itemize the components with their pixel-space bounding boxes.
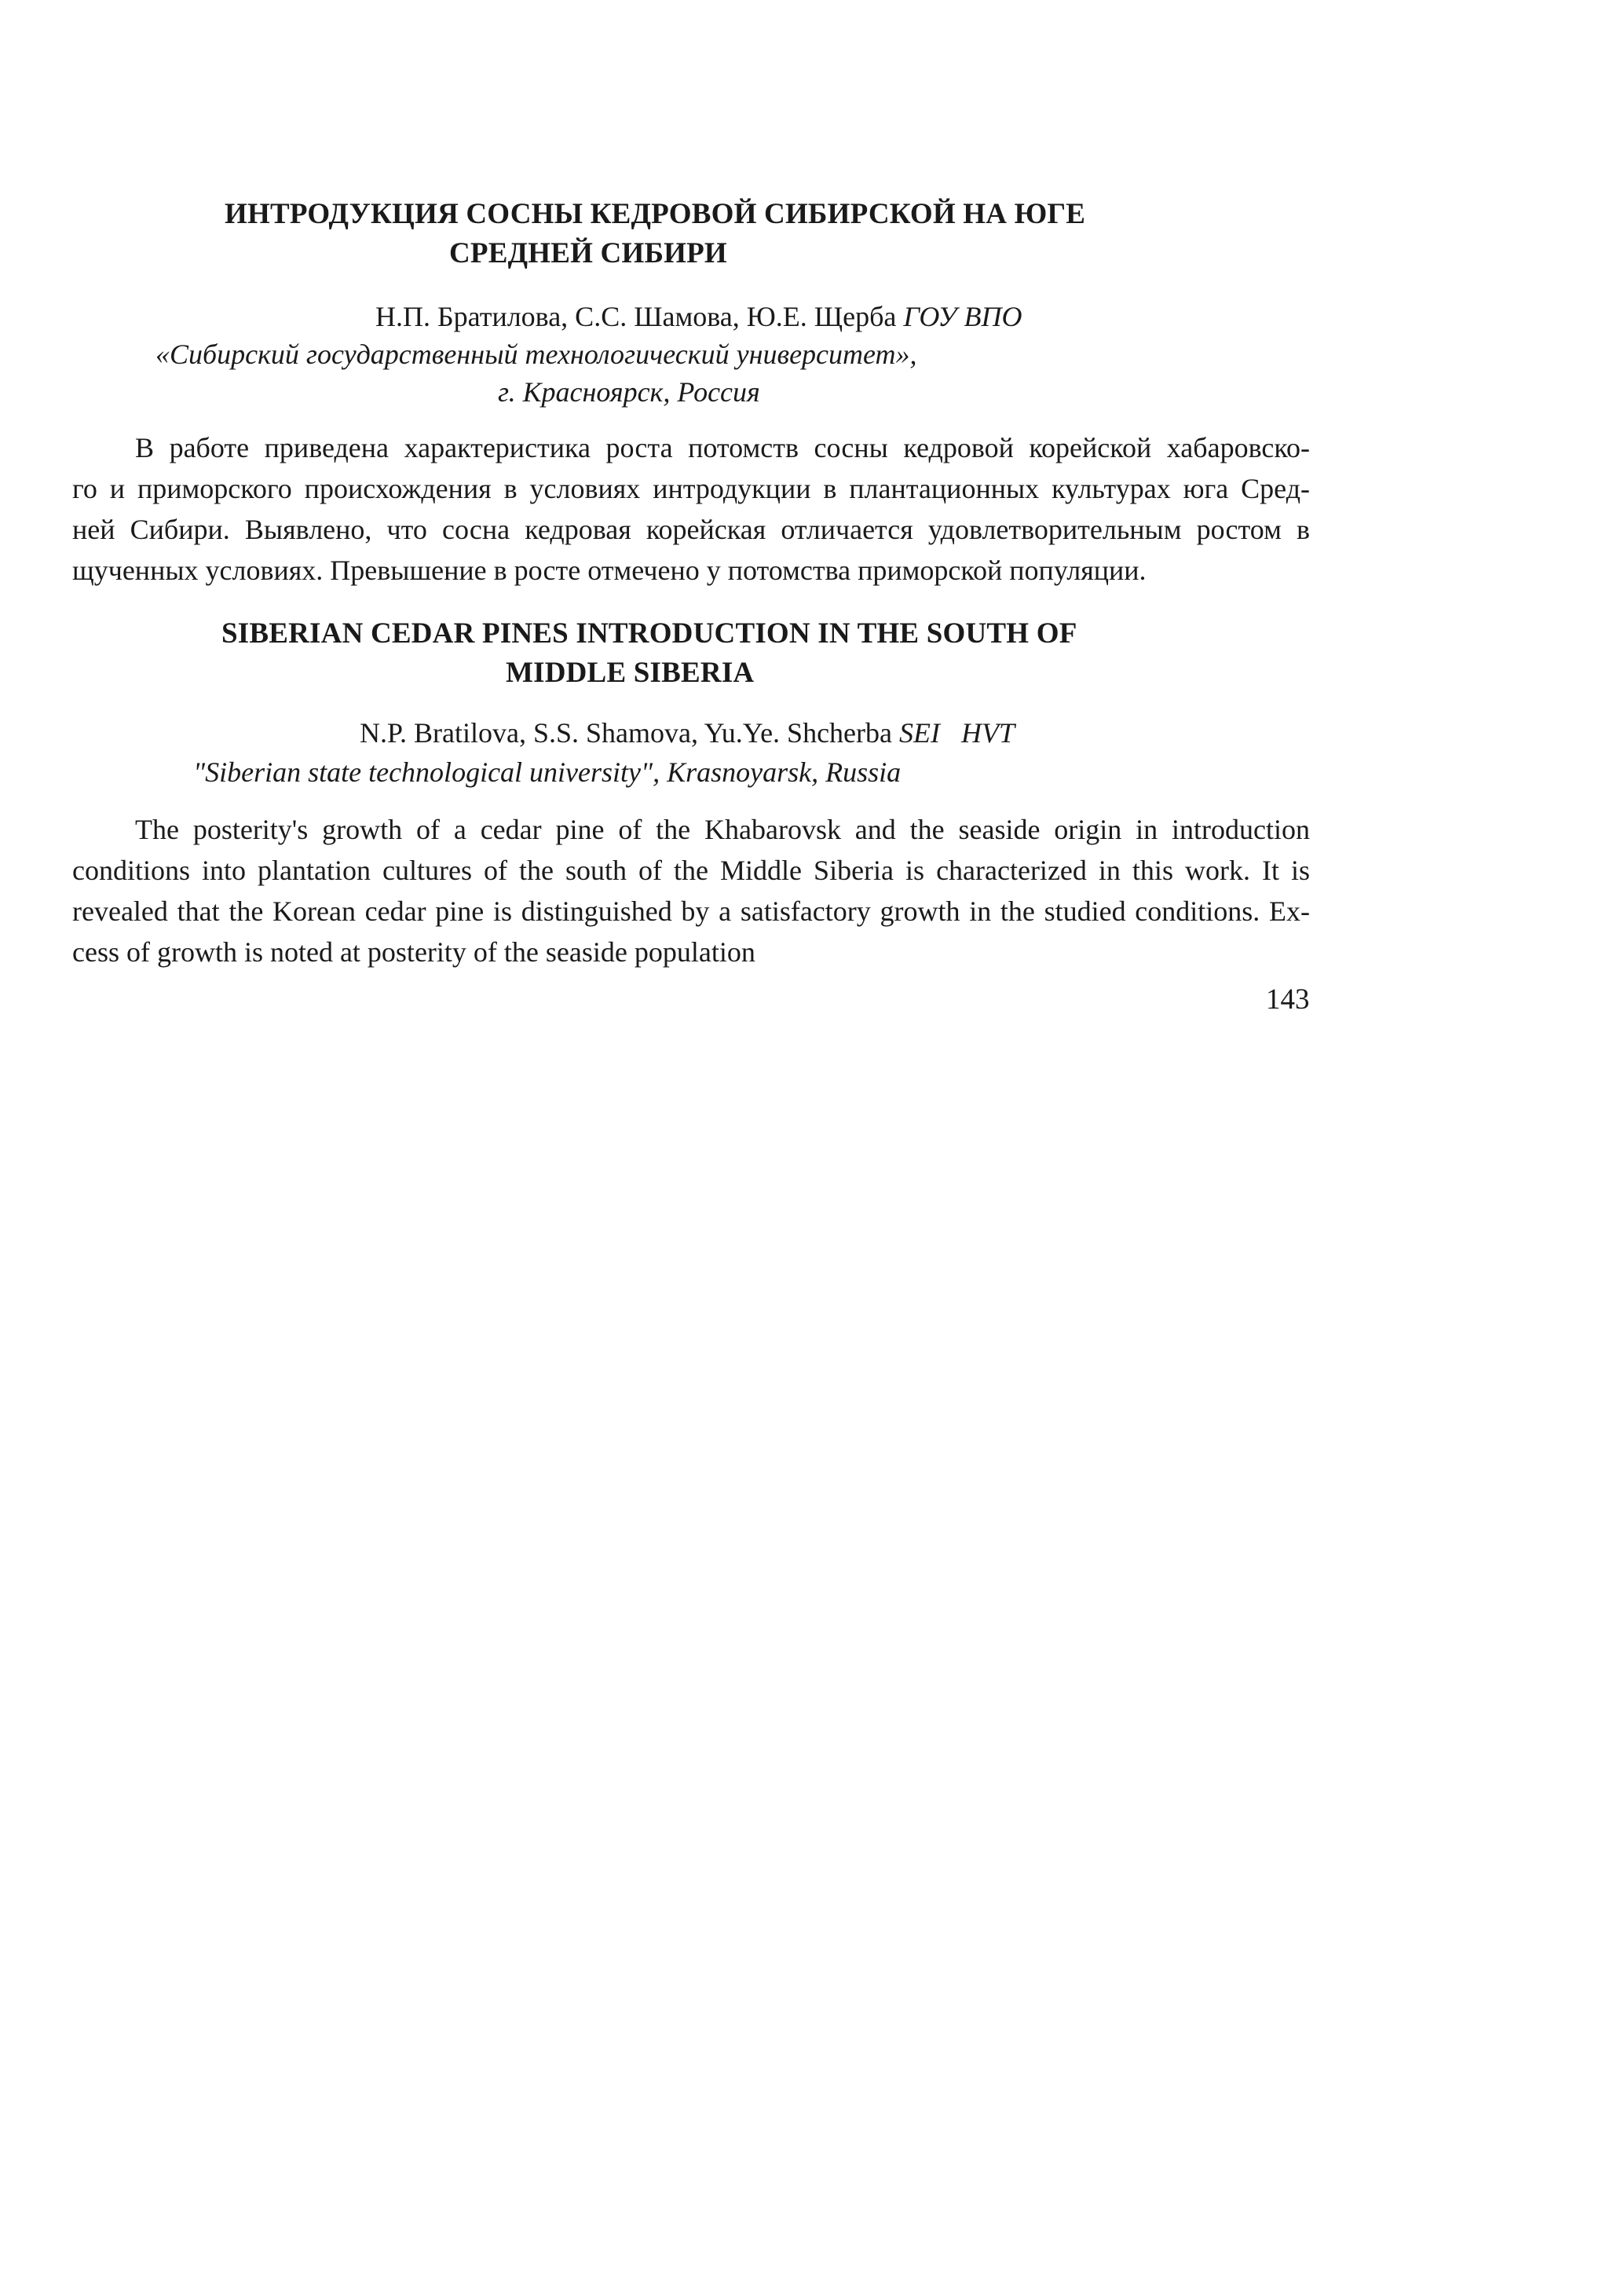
- en-authors: N.P. Bratilova, S.S. Shamova, Yu.Ye. Shcherba: [360, 717, 900, 749]
- ru-abstract-line-4: щученных условиях. Превышение в росте отмечено у потомства приморской популяции.: [72, 555, 1147, 586]
- en-abstract-line-4: cess of growth is noted at posterity of the seaside population: [72, 936, 755, 968]
- ru-affiliation-line-1: «Сибирский государственный технологический университет»,: [155, 339, 917, 370]
- en-authors-line: [360, 713, 1015, 753]
- en-abstract-line-2: conditions into plantation cultures of the south of the Middle Siberia is characterized in this work. It is: [72, 855, 1310, 886]
- ru-affiliation-line-2: г. Красноярск, Россия: [498, 376, 760, 408]
- en-affiliation: "Siberian state technological university", Krasnoyarsk, Russia: [193, 756, 902, 788]
- ru-abstract-line-1: В работе приведена характеристика роста потомств сосны кедровой корейской хабаровско-: [135, 432, 1310, 463]
- ru-authors: Н.П. Братилова, С.С. Шамова, Ю.Е. Щерба: [375, 301, 904, 332]
- ru-authors-line: [375, 297, 1022, 336]
- page-number: 143: [1266, 983, 1310, 1016]
- en-abstract-line-1: The posterity's growth of a cedar pine of the Khabarovsk and the seaside origin in introduction: [135, 814, 1310, 845]
- ru-org: ГОУ ВПО: [903, 301, 1022, 332]
- ru-title-line-1: ИНТРОДУКЦИЯ СОСНЫ КЕДРОВОЙ СИБИРСКОЙ НА ЮГЕ: [225, 198, 1086, 230]
- ru-abstract-line-3: ней Сибири. Выявлено, что сосна кедровая корейская отличается удовлетворительным ростом в: [72, 514, 1310, 545]
- ru-title-line-2: СРЕДНЕЙ СИБИРИ: [449, 237, 727, 269]
- en-abstract-line-3: revealed that the Korean cedar pine is distinguished by a satisfactory growth in the studied conditions. Ex-: [72, 895, 1310, 927]
- ru-abstract-line-2: го и приморского происхождения в условиях интродукции в плантационных культурах юга Сред-: [72, 473, 1310, 504]
- en-title-line-2: MIDDLE SIBERIA: [506, 657, 755, 689]
- en-org: SEI HVT: [899, 717, 1015, 749]
- en-title-line-1: SIBERIAN CEDAR PINES INTRODUCTION IN THE SOUTH OF: [221, 617, 1077, 650]
